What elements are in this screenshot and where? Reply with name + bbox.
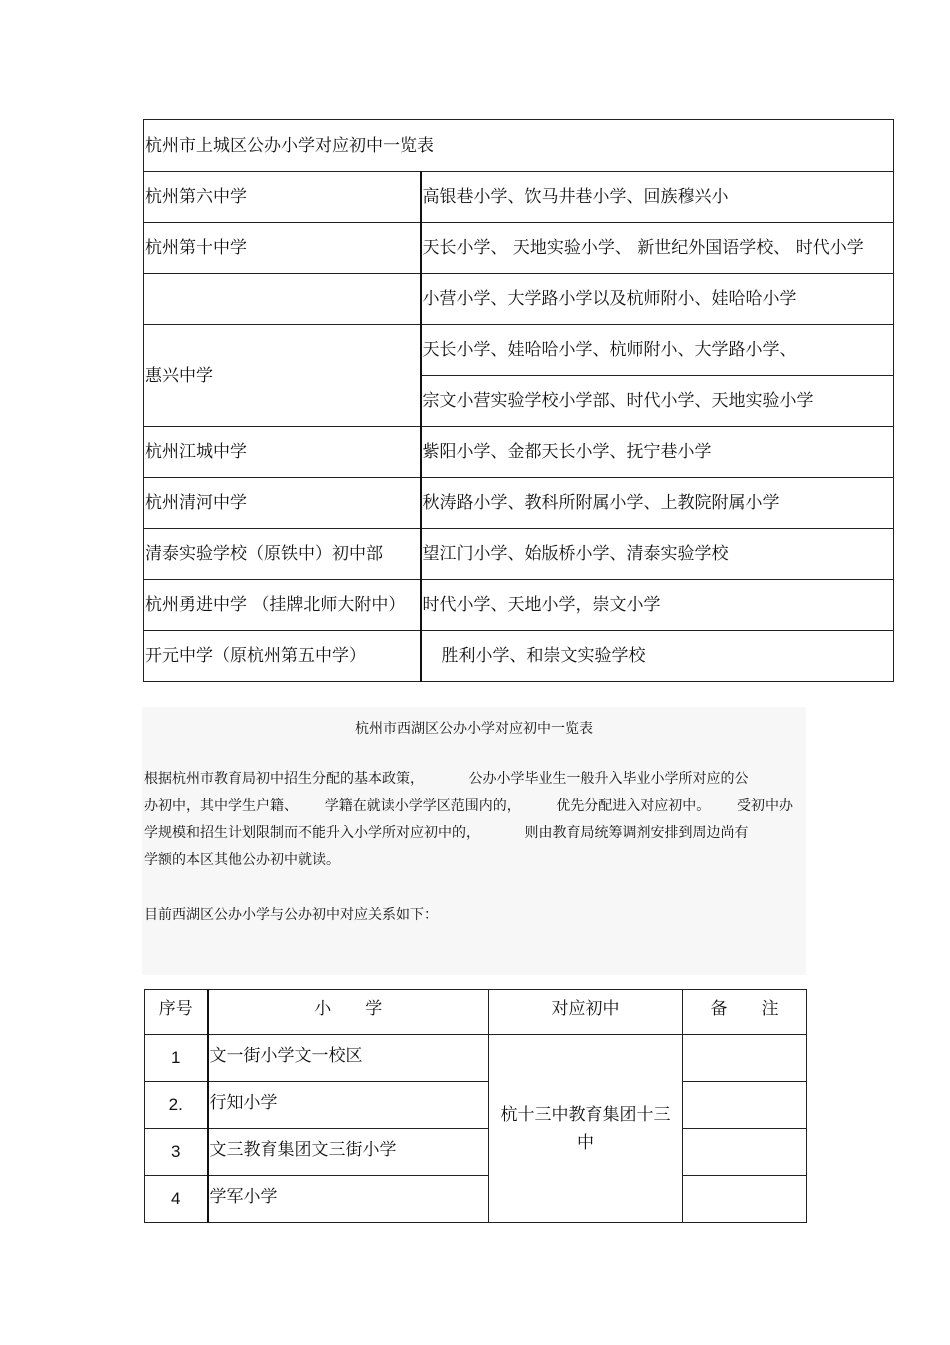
row-index: 4: [145, 1176, 208, 1223]
table-row: [144, 631, 894, 682]
table-row: [145, 1082, 807, 1129]
table-row: [144, 172, 894, 223]
table-row: [144, 325, 894, 376]
table-row: [144, 274, 894, 325]
primary-schools-cell: 小营小学、大学路小学以及杭师附小、娃哈哈小学: [421, 274, 894, 325]
table-row: [145, 1176, 807, 1223]
row-remark: [683, 1035, 807, 1082]
middle-school-cell: 杭州清河中学: [144, 478, 421, 529]
paragraph-line: 学额的本区其他公办初中就读。: [144, 852, 340, 868]
table-row: [144, 223, 894, 274]
primary-schools-cell: 时代小学、天地小学，崇文小学: [421, 580, 894, 631]
row-primary: 文一街小学文一校区: [208, 1035, 489, 1082]
table-row: [144, 427, 894, 478]
middle-school-cell: 清泰实验学校（原铁中）初中部: [144, 529, 421, 580]
middle-school-cell: 杭州第六中学: [144, 172, 421, 223]
shangcheng-table-title: 杭州市上城区公办小学对应初中一览表: [144, 120, 894, 172]
middle-school-cell: 杭州第十中学: [144, 223, 421, 274]
row-primary: 学军小学: [208, 1176, 489, 1223]
middle-school-cell: 开元中学（原杭州第五中学）: [144, 631, 421, 682]
paragraph-line: 办初中，其中学生户籍、 学籍在就读小学学区范围内的， 优先分配进入对应初中。 受初中办: [144, 798, 794, 814]
shangcheng-table: [143, 119, 894, 682]
primary-schools-cell: 紫阳小学、金都天长小学、抚宁巷小学: [421, 427, 894, 478]
table-row: [144, 478, 894, 529]
xihu-notice: [142, 707, 806, 975]
primary-schools-cell: 秋涛路小学、教科所附属小学、上教院附属小学: [421, 478, 894, 529]
table-row: [144, 529, 894, 580]
row-primary: 文三教育集团文三街小学: [208, 1129, 489, 1176]
xihu-policy-paragraph: [144, 766, 804, 874]
table-row: [145, 1129, 807, 1176]
primary-schools-cell: 天长小学、娃哈哈小学、杭师附小、大学路小学、: [421, 325, 894, 376]
header-primary: 小 学: [208, 990, 489, 1035]
primary-schools-cell: 宗文小营实验学校小学部、时代小学、天地实验小学: [421, 376, 894, 427]
row-index: 3: [145, 1129, 208, 1176]
xihu-table: [144, 989, 807, 1223]
table-row: [144, 580, 894, 631]
middle-school-cell: 惠兴中学: [144, 325, 421, 427]
middle-school-cell: [144, 274, 421, 325]
merged-middle-school: 杭十三中教育集团十三中: [489, 1035, 683, 1223]
primary-schools-cell: 高银巷小学、饮马井巷小学、回族穆兴小: [421, 172, 894, 223]
primary-schools-cell: 望江门小学、始版桥小学、清泰实验学校: [421, 529, 894, 580]
paragraph-line: 根据杭州市教育局初中招生分配的基本政策， 公办小学毕业生一般升入毕业小学所对应的公: [144, 771, 749, 787]
middle-school-cell: 杭州江城中学: [144, 427, 421, 478]
header-middle: 对应初中: [489, 990, 683, 1035]
table-row: [145, 1035, 807, 1082]
row-remark: [683, 1082, 807, 1129]
header-index: 序号: [145, 990, 208, 1035]
table-header-row: [145, 990, 807, 1035]
primary-schools-cell: 天长小学、 天地实验小学、 新世纪外国语学校、 时代小学: [421, 223, 894, 274]
row-index: 2.: [145, 1082, 208, 1129]
primary-schools-cell: 胜利小学、和崇文实验学校: [421, 631, 894, 682]
row-remark: [683, 1129, 807, 1176]
row-remark: [683, 1176, 807, 1223]
middle-school-cell: 杭州勇进中学 （挂牌北师大附中）: [144, 580, 421, 631]
row-index: 1: [145, 1035, 208, 1082]
paragraph-line: 学规模和招生计划限制而不能升入小学所对应初中的， 则由教育局统筹调剂安排到周边尚有: [144, 825, 749, 841]
header-remark: 备 注: [683, 990, 807, 1035]
xihu-intro: 目前西湖区公办小学与公办初中对应关系如下：: [144, 907, 438, 923]
xihu-title: 杭州市西湖区公办小学对应初中一览表: [355, 721, 593, 737]
row-primary: 行知小学: [208, 1082, 489, 1129]
